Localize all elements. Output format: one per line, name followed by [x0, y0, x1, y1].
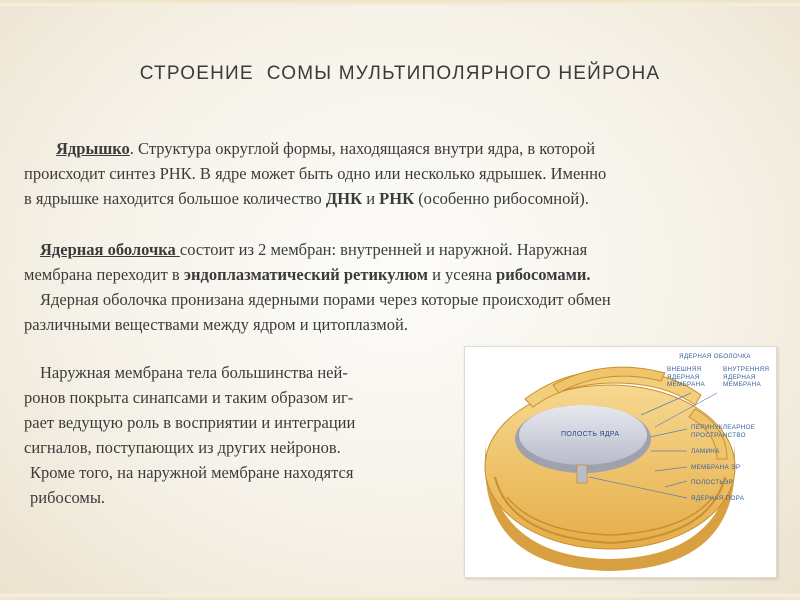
envelope-term: Ядерная оболочка: [40, 240, 180, 259]
slide-title: СТРОЕНИЕ СОМЫ МУЛЬТИПОЛЯРНОГО НЕЙРОНА: [139, 63, 661, 84]
p4-line-1: Наружная мембрана тела большинства ней-: [40, 363, 348, 382]
bottom-decor-stripe: [0, 594, 800, 600]
p4-line-4: сигналов, поступающих из других нейронов.: [24, 438, 341, 457]
er-membrane-label: МЕМБРАНА ЭР: [691, 464, 741, 471]
er-cavity-label: ПОЛОСТЬЭР: [691, 479, 734, 486]
ribosomes-term: рибосомами.: [496, 265, 591, 284]
p1-text-1: . Структура округлой формы, находящаяся внутри ядра, в которой: [129, 139, 596, 158]
p1-line-3b: (особенно рибосомной).: [414, 189, 589, 208]
nucleolus-term: Ядрышко: [56, 139, 130, 158]
nucleolus-paragraph: [24, 136, 774, 211]
rna-term: РНК: [379, 189, 415, 208]
p1-and: и: [362, 189, 380, 208]
p2-line-4: различными веществами между ядром и цитоплазмой.: [24, 315, 408, 334]
p4-line-3: рает ведущую роль в восприятии и интеграции: [24, 413, 356, 432]
er-term: эндоплазматический ретикулюм: [183, 265, 428, 284]
p2-line-2b: и усеяна: [427, 265, 497, 284]
p4-line-5: Кроме того, на наружной мембране находятся: [30, 463, 354, 482]
p2-text-1: состоит из 2 мембран: внутренней и наружной. Наружная: [179, 240, 588, 259]
outer-membrane-label: ВНЕШНЯЯ ЯДЕРНАЯ МЕМБРАНА: [667, 366, 705, 388]
p4-line-6: рибосомы.: [30, 488, 106, 507]
perinuclear-label: ПЕРИНУКЛЕАРНОЕ ПРОСТРАНСТВО: [691, 424, 756, 439]
top-decor-stripe: [0, 0, 800, 6]
cavity-label: ПОЛОСТЬ ЯДРА: [561, 431, 620, 438]
membrane-paragraph: [24, 360, 454, 510]
nuclear-envelope-diagram: [464, 346, 777, 578]
p2-line-2a: мембрана переходит в: [24, 265, 184, 284]
nuclear-pore-label: ЯДЕРНАЯ ПОРА: [691, 495, 745, 502]
lamina-label: ЛАМИНА: [691, 448, 720, 455]
envelope-label: ЯДЕРНАЯ ОБОЛОЧКА: [679, 353, 751, 360]
dna-term: ДНК: [325, 189, 363, 208]
inner-membrane-label: ВНУТРЕННЯЯ ЯДЕРНАЯ МЕМБРАНА: [723, 366, 770, 388]
p4-line-2: ронов покрыта синапсами и таким образом иг-: [24, 388, 354, 407]
p1-line-3a: в ядрышке находится большое количество: [24, 189, 326, 208]
p2-line-3: Ядерная оболочка пронизана ядерными порами через которые происходит обмен: [40, 290, 611, 309]
p1-line-2: происходит синтез РНК. В ядре может быть одно или несколько ядрышек. Именно: [24, 164, 607, 183]
envelope-paragraph: [24, 237, 774, 337]
